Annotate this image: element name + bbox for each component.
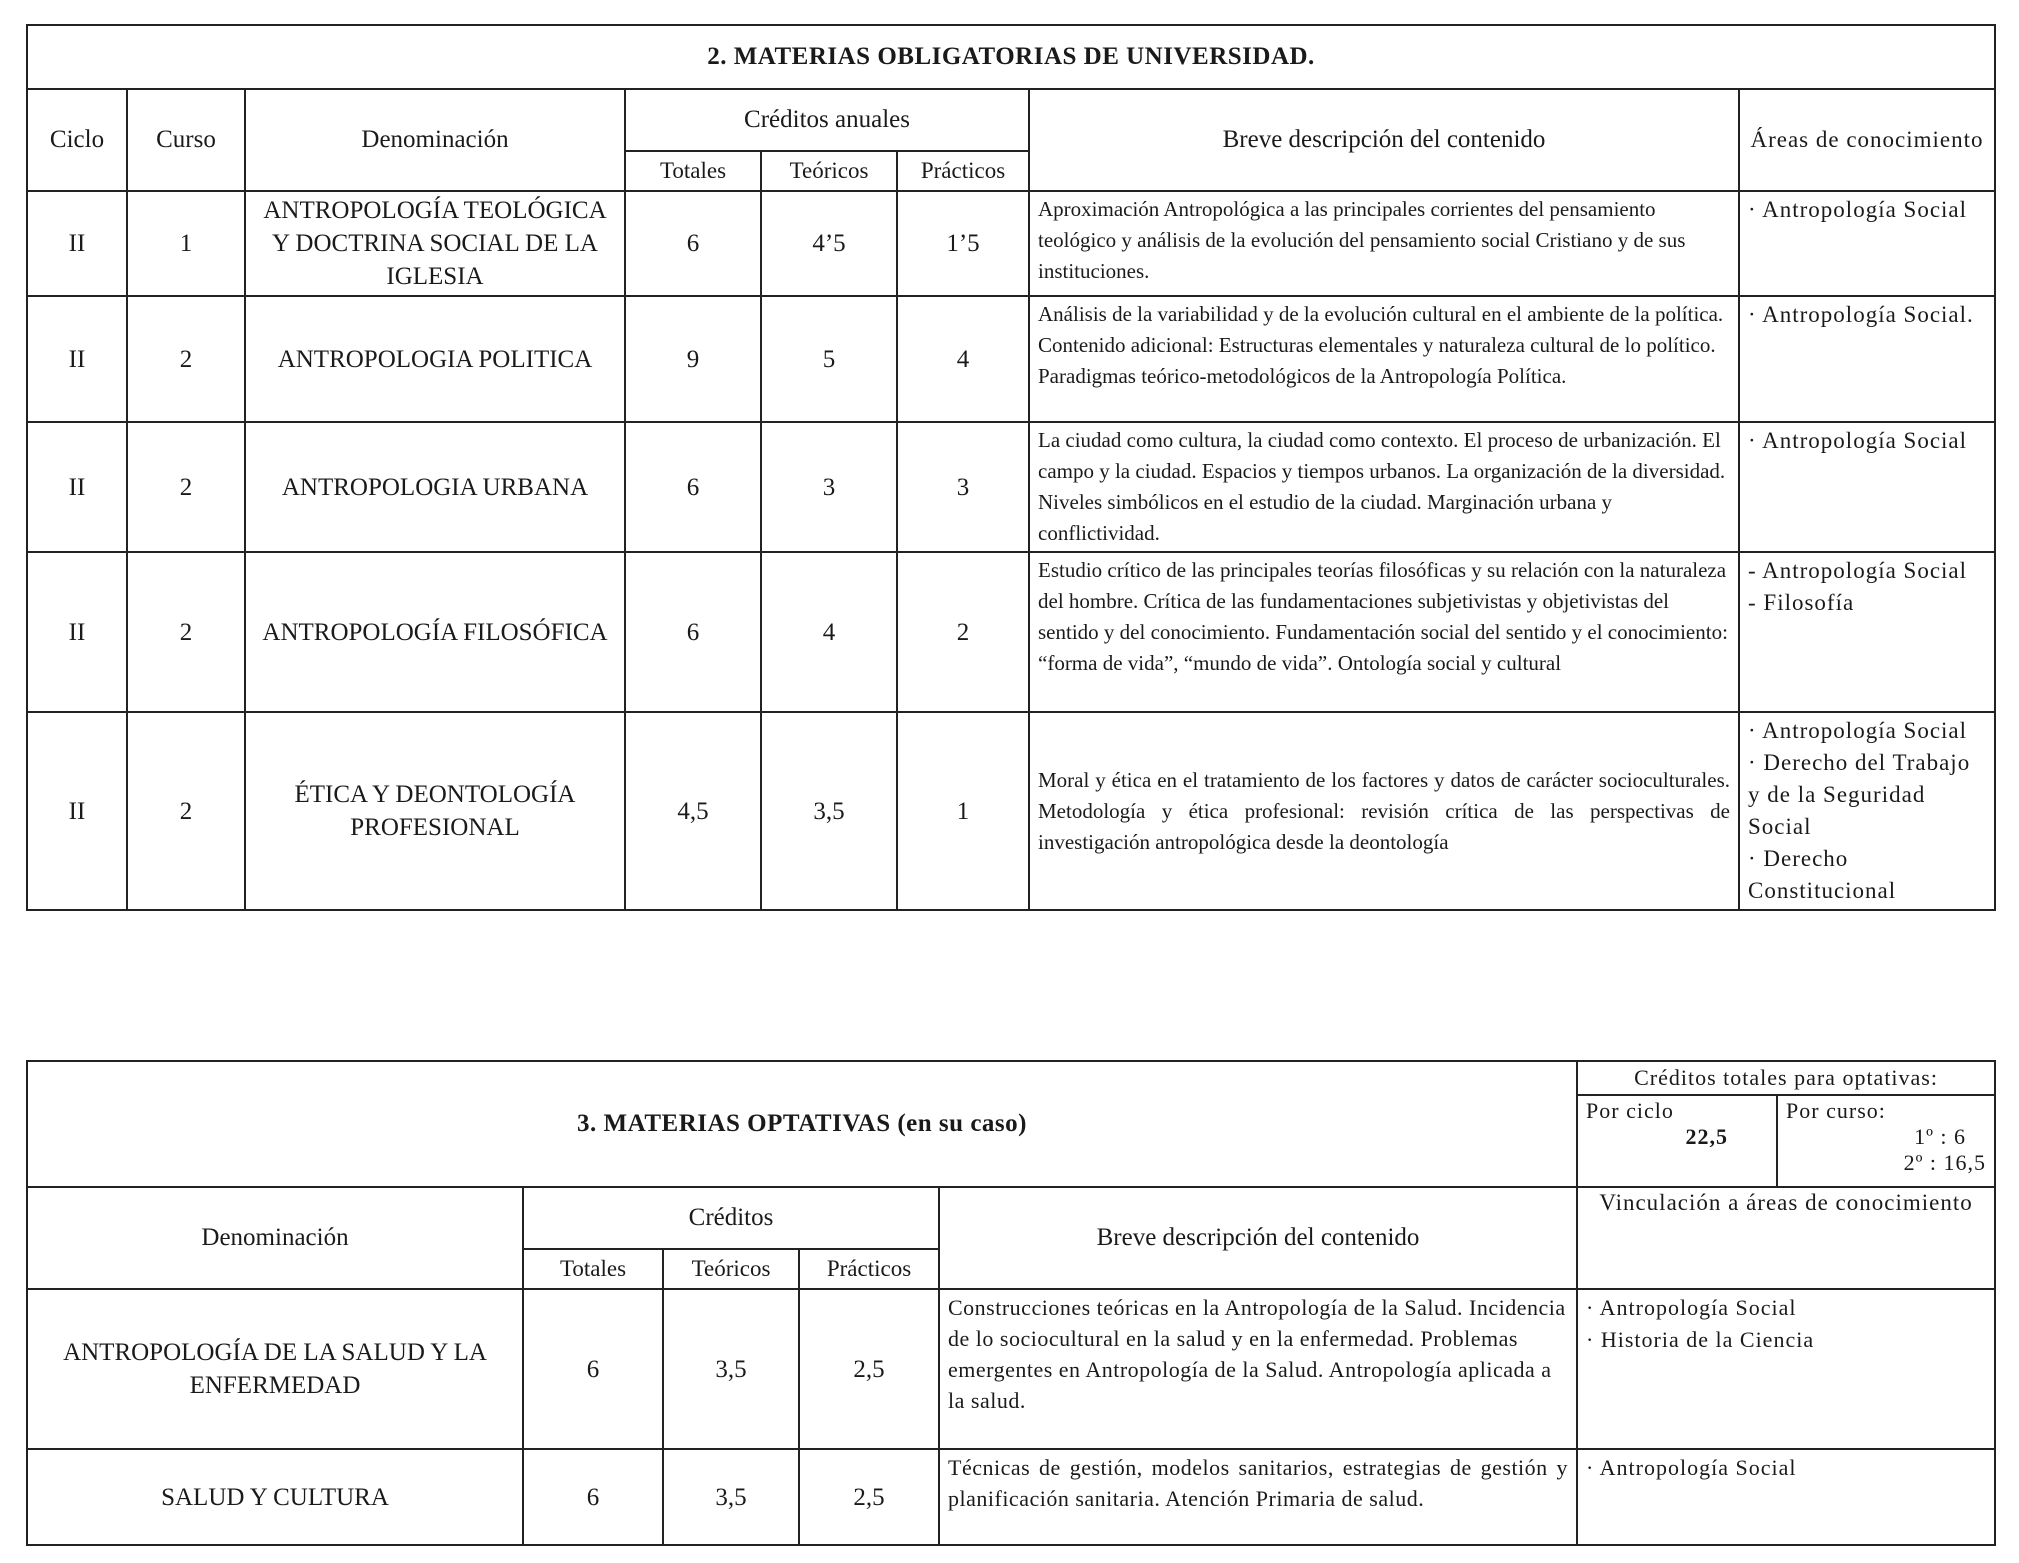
areas-cell	[1577, 1449, 1995, 1545]
denominacion-cell: ANTROPOLOGÍA DE LA SALUD Y LA ENFERMEDAD	[27, 1289, 523, 1449]
descripcion-cell: Estudio crítico de las principales teorías filosóficas y su relación con la naturaleza del hombre. Crítica de las fundamentaciones subjetivistas y objetivistas del sentido y del conocimiento. Fundamentación social del sentido y el conocimiento: “forma de vida”, “mundo de vida”. Ontología social y cultural	[1029, 552, 1739, 712]
practicos-cell: 2,5	[799, 1449, 939, 1545]
por-ciclo-value: 22,5	[1685, 1124, 1729, 1149]
area-item: · Antropología Social	[1748, 197, 1968, 222]
descripcion-cell: Técnicas de gestión, modelos sanitarios, estrategias de gestión y planificación sanitaria. Atención Primaria de salud.	[939, 1449, 1577, 1545]
areas-cell	[1739, 422, 1995, 552]
header-teoricos: Teóricos	[761, 151, 897, 191]
header-vinculacion: Vinculación a áreas de conocimiento	[1577, 1187, 1995, 1289]
header-creditos: Créditos anuales	[625, 89, 1029, 151]
section3-title: 3. MATERIAS OPTATIVAS (en su caso)	[27, 1061, 1577, 1187]
por-curso-1: 1º : 6	[1914, 1124, 1967, 1149]
denominacion-cell: ANTROPOLOGIA URBANA	[245, 422, 625, 552]
area-item: - Antropología Social	[1748, 558, 1968, 583]
teoricos-cell: 3	[761, 422, 897, 552]
ciclo-cell: II	[27, 296, 127, 422]
table-row	[27, 296, 1995, 422]
area-item: · Antropología Social	[1748, 428, 1968, 453]
practicos-cell: 4	[897, 296, 1029, 422]
denominacion-cell: ÉTICA Y DEONTOLOGÍA PROFESIONAL	[245, 712, 625, 910]
area-item: · Derecho del Trabajo y de la Seguridad Social	[1748, 750, 1971, 839]
teoricos-cell: 3,5	[761, 712, 897, 910]
header-ciclo: Ciclo	[27, 89, 127, 191]
header-descripcion: Breve descripción del contenido	[1029, 89, 1739, 191]
header-denominacion: Denominación	[27, 1187, 523, 1289]
practicos-cell: 2,5	[799, 1289, 939, 1449]
curso-cell: 2	[127, 552, 245, 712]
teoricos-cell: 4’5	[761, 191, 897, 296]
totales-cell: 6	[625, 552, 761, 712]
table-row	[27, 191, 1995, 296]
area-item: · Antropología Social	[1586, 1295, 1797, 1320]
area-item: - Filosofía	[1748, 590, 1855, 615]
descripcion-cell: Aproximación Antropológica a las principales corrientes del pensamiento teológico y análisis de la evolución del pensamiento social Cristiano y de sus instituciones.	[1029, 191, 1739, 296]
por-curso-cell	[1777, 1095, 1995, 1187]
curso-cell: 1	[127, 191, 245, 296]
areas-cell	[1739, 296, 1995, 422]
section2-title: 2. MATERIAS OBLIGATORIAS DE UNIVERSIDAD.	[27, 25, 1995, 89]
totales-cell: 4,5	[625, 712, 761, 910]
por-ciclo-label: Por ciclo	[1586, 1098, 1674, 1123]
por-curso-label: Por curso:	[1786, 1098, 1886, 1123]
teoricos-cell: 3,5	[663, 1289, 799, 1449]
areas-cell	[1739, 712, 1995, 910]
descripcion-cell: Construcciones teóricas en la Antropología de la Salud. Incidencia de lo sociocultural en la salud y en la enfermedad. Problemas emergentes en Antropología de la Salud. Antropología aplicada a la salud.	[939, 1289, 1577, 1449]
teoricos-cell: 3,5	[663, 1449, 799, 1545]
header-areas: Áreas de conocimiento	[1739, 89, 1995, 191]
ciclo-cell: II	[27, 712, 127, 910]
header-denominacion: Denominación	[245, 89, 625, 191]
totales-cell: 6	[625, 422, 761, 552]
header-practicos: Prácticos	[897, 151, 1029, 191]
table-row	[27, 712, 1995, 910]
practicos-cell: 1	[897, 712, 1029, 910]
table-row	[27, 1449, 1995, 1545]
table-row	[27, 422, 1995, 552]
areas-cell	[1577, 1289, 1995, 1449]
ciclo-cell: II	[27, 552, 127, 712]
header-teoricos: Teóricos	[663, 1249, 799, 1289]
area-item: · Antropología Social.	[1748, 302, 1974, 327]
denominacion-cell: SALUD Y CULTURA	[27, 1449, 523, 1545]
practicos-cell: 1’5	[897, 191, 1029, 296]
totales-cell: 9	[625, 296, 761, 422]
descripcion-cell: Análisis de la variabilidad y de la evolución cultural en el ambiente de la política. Contenido adicional: Estructuras elementales y naturaleza cultural de lo político. Paradigmas teórico-metodológicos de la Antropología Política.	[1029, 296, 1739, 422]
practicos-cell: 3	[897, 422, 1029, 552]
obligatorias-table	[26, 24, 1996, 911]
header-practicos: Prácticos	[799, 1249, 939, 1289]
denominacion-cell: ANTROPOLOGÍA FILOSÓFICA	[245, 552, 625, 712]
creditos-totales-label: Créditos totales para optativas:	[1577, 1061, 1995, 1095]
table-row	[27, 552, 1995, 712]
por-curso-2: 2º : 16,5	[1903, 1150, 1987, 1175]
header-descripcion: Breve descripción del contenido	[939, 1187, 1577, 1289]
ciclo-cell: II	[27, 422, 127, 552]
totales-cell: 6	[523, 1289, 663, 1449]
curso-cell: 2	[127, 296, 245, 422]
header-creditos: Créditos	[523, 1187, 939, 1249]
por-ciclo-cell	[1577, 1095, 1777, 1187]
header-totales: Totales	[523, 1249, 663, 1289]
denominacion-cell: ANTROPOLOGÍA TEOLÓGICA Y DOCTRINA SOCIAL DE LA IGLESIA	[245, 191, 625, 296]
denominacion-cell: ANTROPOLOGIA POLITICA	[245, 296, 625, 422]
descripcion-cell: La ciudad como cultura, la ciudad como contexto. El proceso de urbanización. El campo y la ciudad. Espacios y tiempos urbanos. La organización de la diversidad. Niveles simbólicos en el estudio de la ciudad. Marginación urbana y conflictividad.	[1029, 422, 1739, 552]
area-item: · Antropología Social	[1748, 718, 1968, 743]
totales-cell: 6	[523, 1449, 663, 1545]
area-item: · Antropología Social	[1586, 1455, 1797, 1480]
area-item: · Historia de la Ciencia	[1586, 1327, 1815, 1352]
curso-cell: 2	[127, 712, 245, 910]
totales-cell: 6	[625, 191, 761, 296]
area-item: · Derecho Constitucional	[1748, 846, 1897, 903]
header-curso: Curso	[127, 89, 245, 191]
curso-cell: 2	[127, 422, 245, 552]
areas-cell	[1739, 191, 1995, 296]
optativas-table	[26, 1060, 1996, 1546]
ciclo-cell: II	[27, 191, 127, 296]
table-row	[27, 1289, 1995, 1449]
teoricos-cell: 4	[761, 552, 897, 712]
practicos-cell: 2	[897, 552, 1029, 712]
areas-cell	[1739, 552, 1995, 712]
header-totales: Totales	[625, 151, 761, 191]
teoricos-cell: 5	[761, 296, 897, 422]
descripcion-cell: Moral y ética en el tratamiento de los factores y datos de carácter socioculturales. Metodología y ética profesional: revisión crítica de las perspectivas de investigación antropológica desde la deontología	[1029, 712, 1739, 910]
